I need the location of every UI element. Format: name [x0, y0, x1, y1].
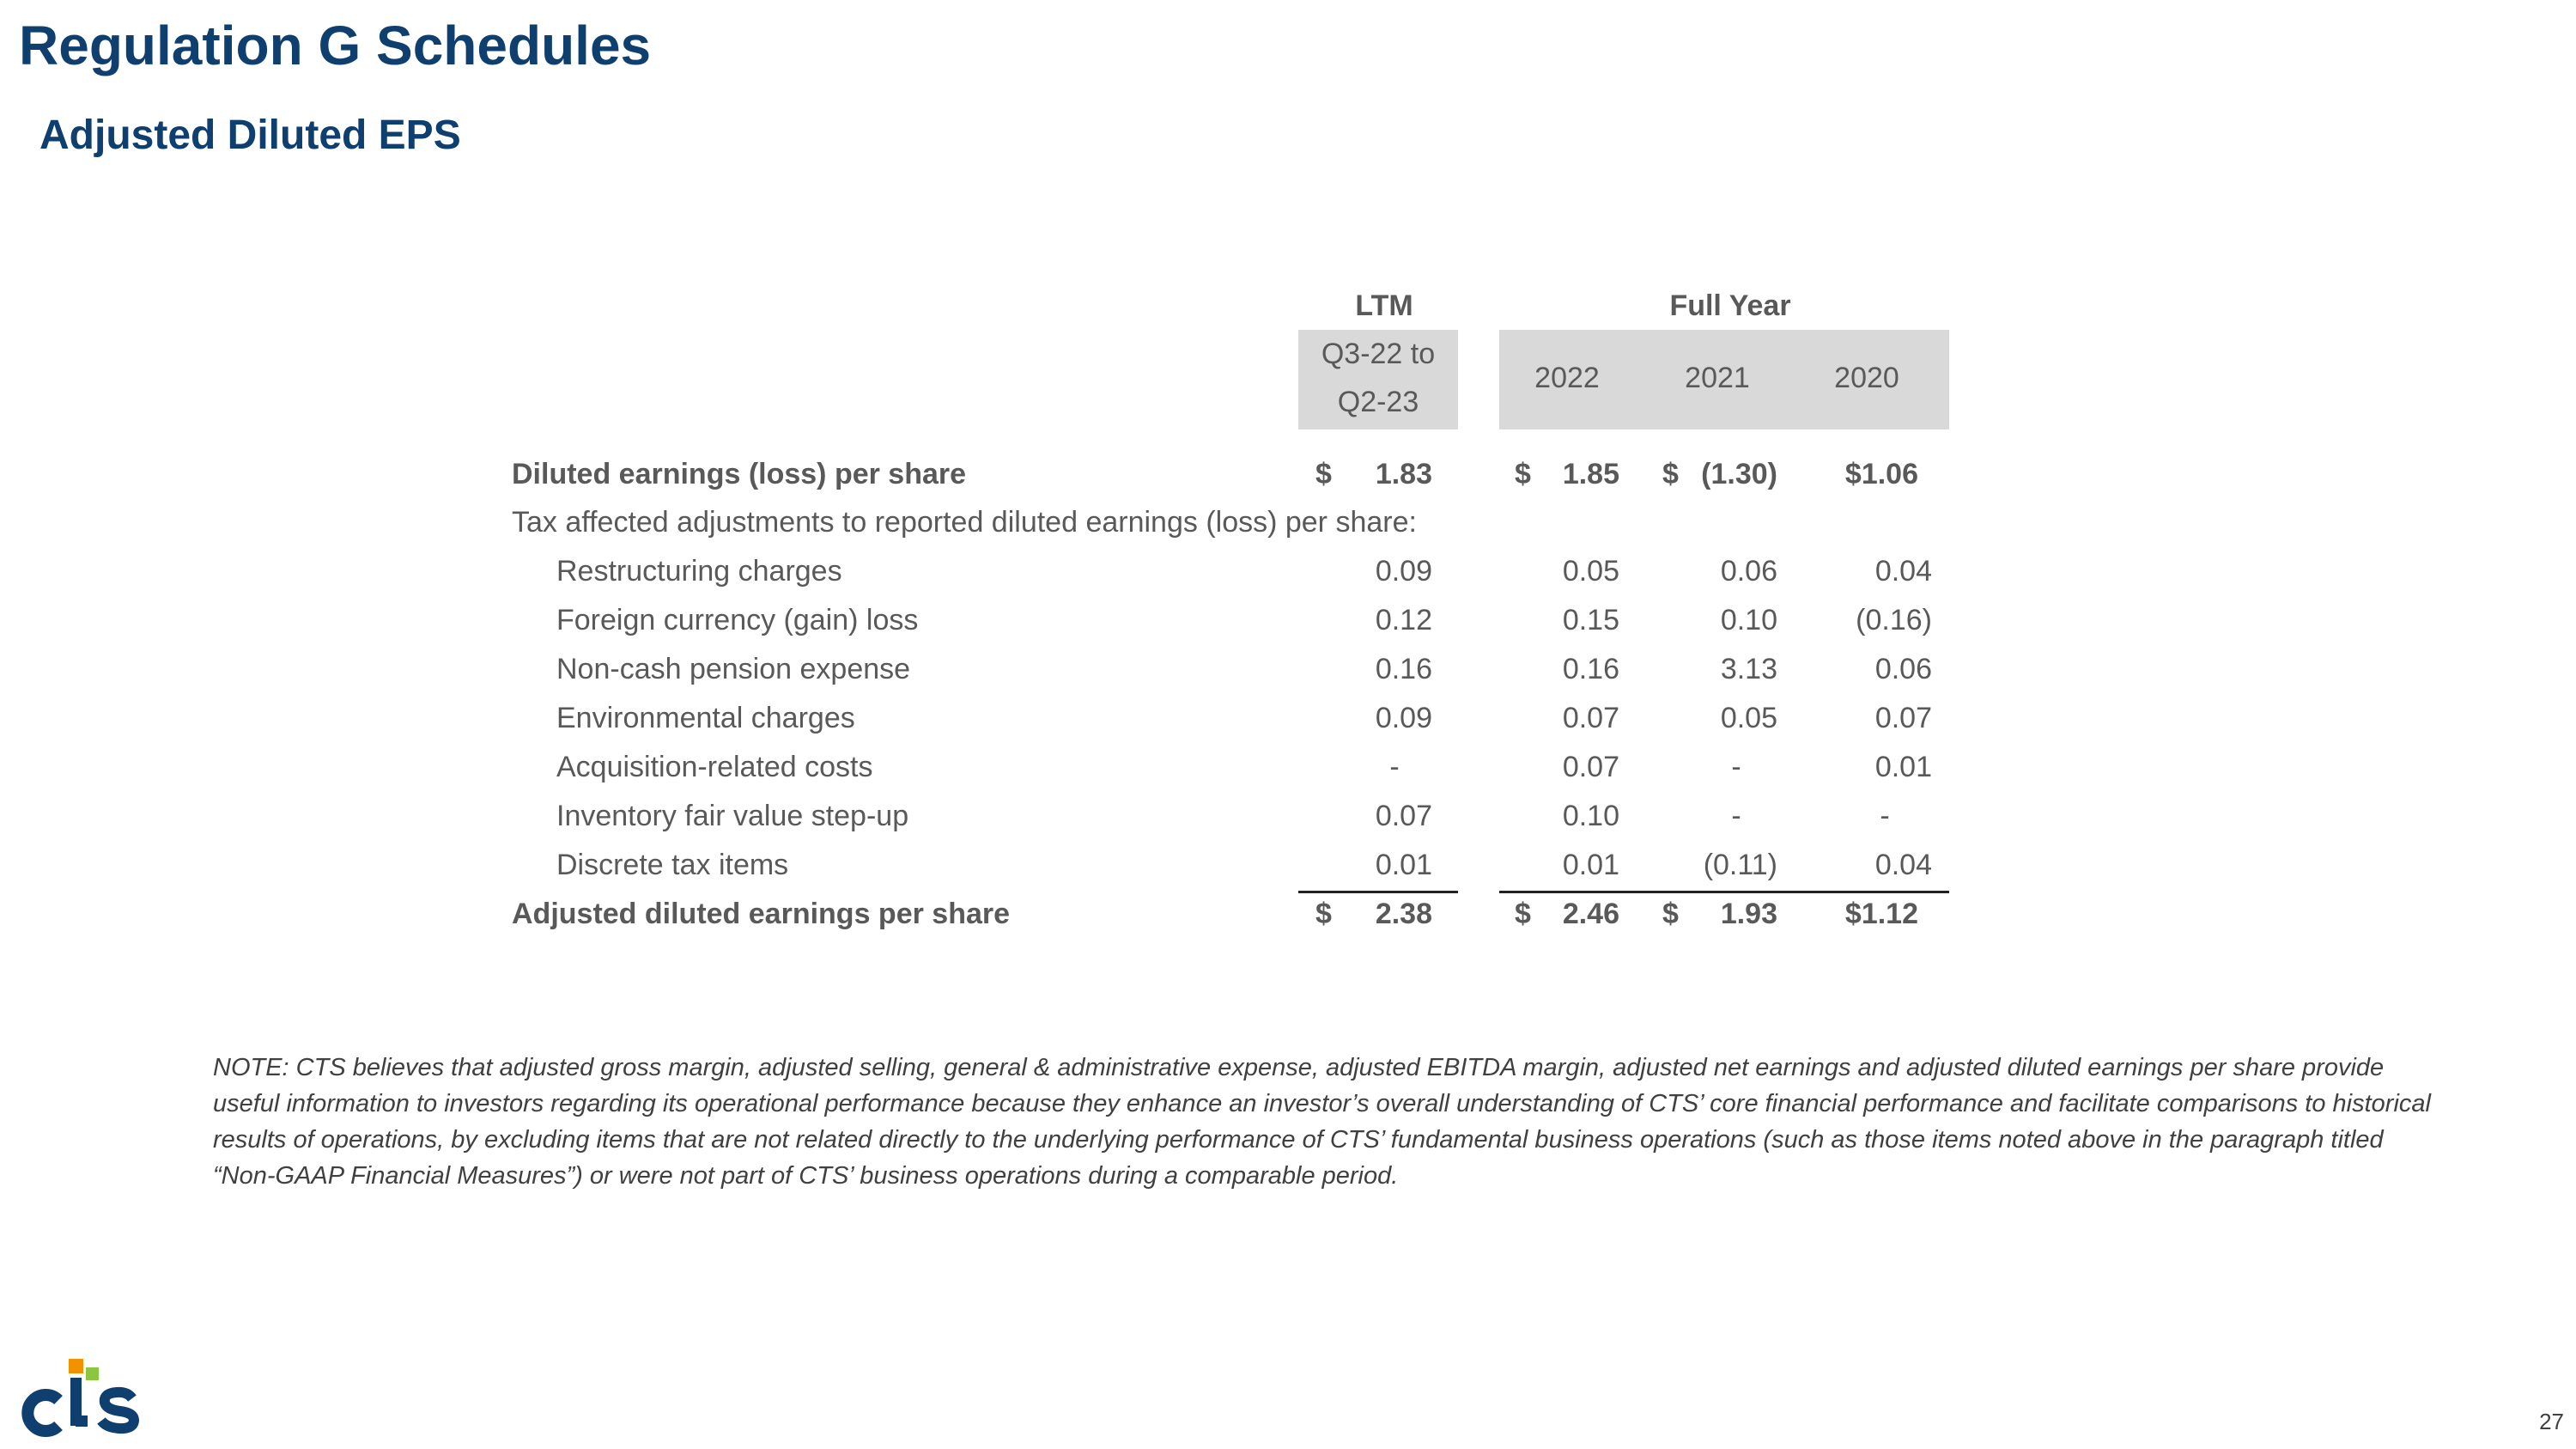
- ltm-group-header: LTM: [1355, 289, 1413, 322]
- total-rule-full-year: [1499, 891, 1949, 893]
- value-2022: 0.07: [1562, 751, 1619, 783]
- value-2021: 3.13: [1720, 653, 1777, 685]
- total-rule-ltm: [1298, 891, 1458, 893]
- value-2022: 0.15: [1562, 604, 1619, 636]
- col-header-2020: 2020: [1834, 362, 1899, 394]
- value-2020: 0.07: [1874, 702, 1932, 734]
- value-ltm: 0.12: [1375, 604, 1432, 636]
- value-ltm: 0.09: [1375, 702, 1432, 734]
- value-ltm: 0.07: [1375, 800, 1432, 832]
- value-2021: (1.30): [1701, 458, 1777, 490]
- row-label: Acquisition-related costs: [556, 751, 873, 783]
- row-label: Non-cash pension expense: [556, 653, 911, 685]
- value-2022: 0.10: [1562, 800, 1619, 832]
- row-label: Restructuring charges: [556, 555, 842, 588]
- value-2021: 1.93: [1720, 898, 1777, 930]
- value-2020: (0.16): [1856, 604, 1932, 636]
- value-2022: 1.85: [1562, 458, 1619, 490]
- dollar-sign: $: [1315, 898, 1332, 930]
- page-subtitle: Adjusted Diluted EPS: [39, 113, 461, 158]
- value-ltm: 1.83: [1375, 458, 1432, 490]
- ltm-period-line2: Q2-23: [1337, 386, 1419, 418]
- value-ltm: 0.09: [1375, 555, 1432, 588]
- ltm-period-line1: Q3-22 to: [1321, 338, 1436, 370]
- value-2020: $1.12: [1844, 898, 1918, 930]
- value-2021: 0.05: [1720, 702, 1777, 734]
- value-ltm: 0.01: [1375, 849, 1432, 881]
- value-2021: 0.10: [1720, 604, 1777, 636]
- full-year-group-header: Full Year: [1669, 289, 1791, 322]
- value-2022: 0.01: [1562, 849, 1619, 881]
- value-2022: 0.16: [1562, 653, 1619, 685]
- dollar-sign: $: [1315, 458, 1332, 490]
- row-label: Inventory fair value step-up: [556, 800, 909, 832]
- value-2021: (0.11): [1703, 849, 1777, 881]
- value-2020: 0.01: [1874, 751, 1932, 783]
- value-2022: 2.46: [1562, 898, 1619, 930]
- page-number: 27: [2539, 1409, 2564, 1434]
- value-2020: -: [1880, 800, 1890, 832]
- footnote: NOTE: CTS believes that adjusted gross margin, adjusted selling, general & administrative expense, adjusted EBITDA margin, adjusted net earnings and adjusted diluted earnings per share provide useful information to investors regarding its operational performance because they enhance an investor’s overall understanding of CTS’ core financial performance and facilitate comparisons to historical results of operations, by excluding items that are not related directly to the underlying performance of CTS’ fundamental business operations (such as those items noted above in the paragraph titled “Non-GAAP Financial Measures”) or were not part of CTS’ business operations during a comparable period.: [213, 1054, 2431, 1190]
- dollar-sign: $: [1662, 458, 1679, 490]
- value-2020: 0.04: [1874, 849, 1932, 881]
- value-2020: 0.04: [1874, 555, 1932, 588]
- value-2020: $1.06: [1844, 458, 1918, 490]
- value-2022: 0.07: [1562, 702, 1619, 734]
- dollar-sign: $: [1515, 458, 1531, 490]
- value-2021: 0.06: [1720, 555, 1777, 588]
- row-label: Discrete tax items: [556, 849, 789, 881]
- value-ltm: 0.16: [1375, 653, 1432, 685]
- value-2021: -: [1731, 800, 1741, 832]
- section-label: Tax affected adjustments to reported diluted earnings (loss) per share:: [512, 506, 1417, 539]
- col-header-2021: 2021: [1685, 362, 1750, 394]
- row-label: Diluted earnings (loss) per share: [512, 458, 967, 490]
- dollar-sign: $: [1515, 898, 1531, 930]
- value-ltm: 2.38: [1375, 898, 1432, 930]
- row-label: Adjusted diluted earnings per share: [512, 898, 1011, 930]
- value-2020: 0.06: [1874, 653, 1932, 685]
- col-header-2022: 2022: [1534, 362, 1600, 394]
- value-2021: -: [1731, 751, 1741, 783]
- row-label: Environmental charges: [556, 702, 855, 734]
- value-2022: 0.05: [1562, 555, 1619, 588]
- row-label: Foreign currency (gain) loss: [556, 604, 919, 636]
- cts-logo: [14, 1355, 151, 1440]
- value-ltm: -: [1389, 751, 1400, 783]
- page-title: Regulation G Schedules: [19, 15, 652, 76]
- dollar-sign: $: [1662, 898, 1679, 930]
